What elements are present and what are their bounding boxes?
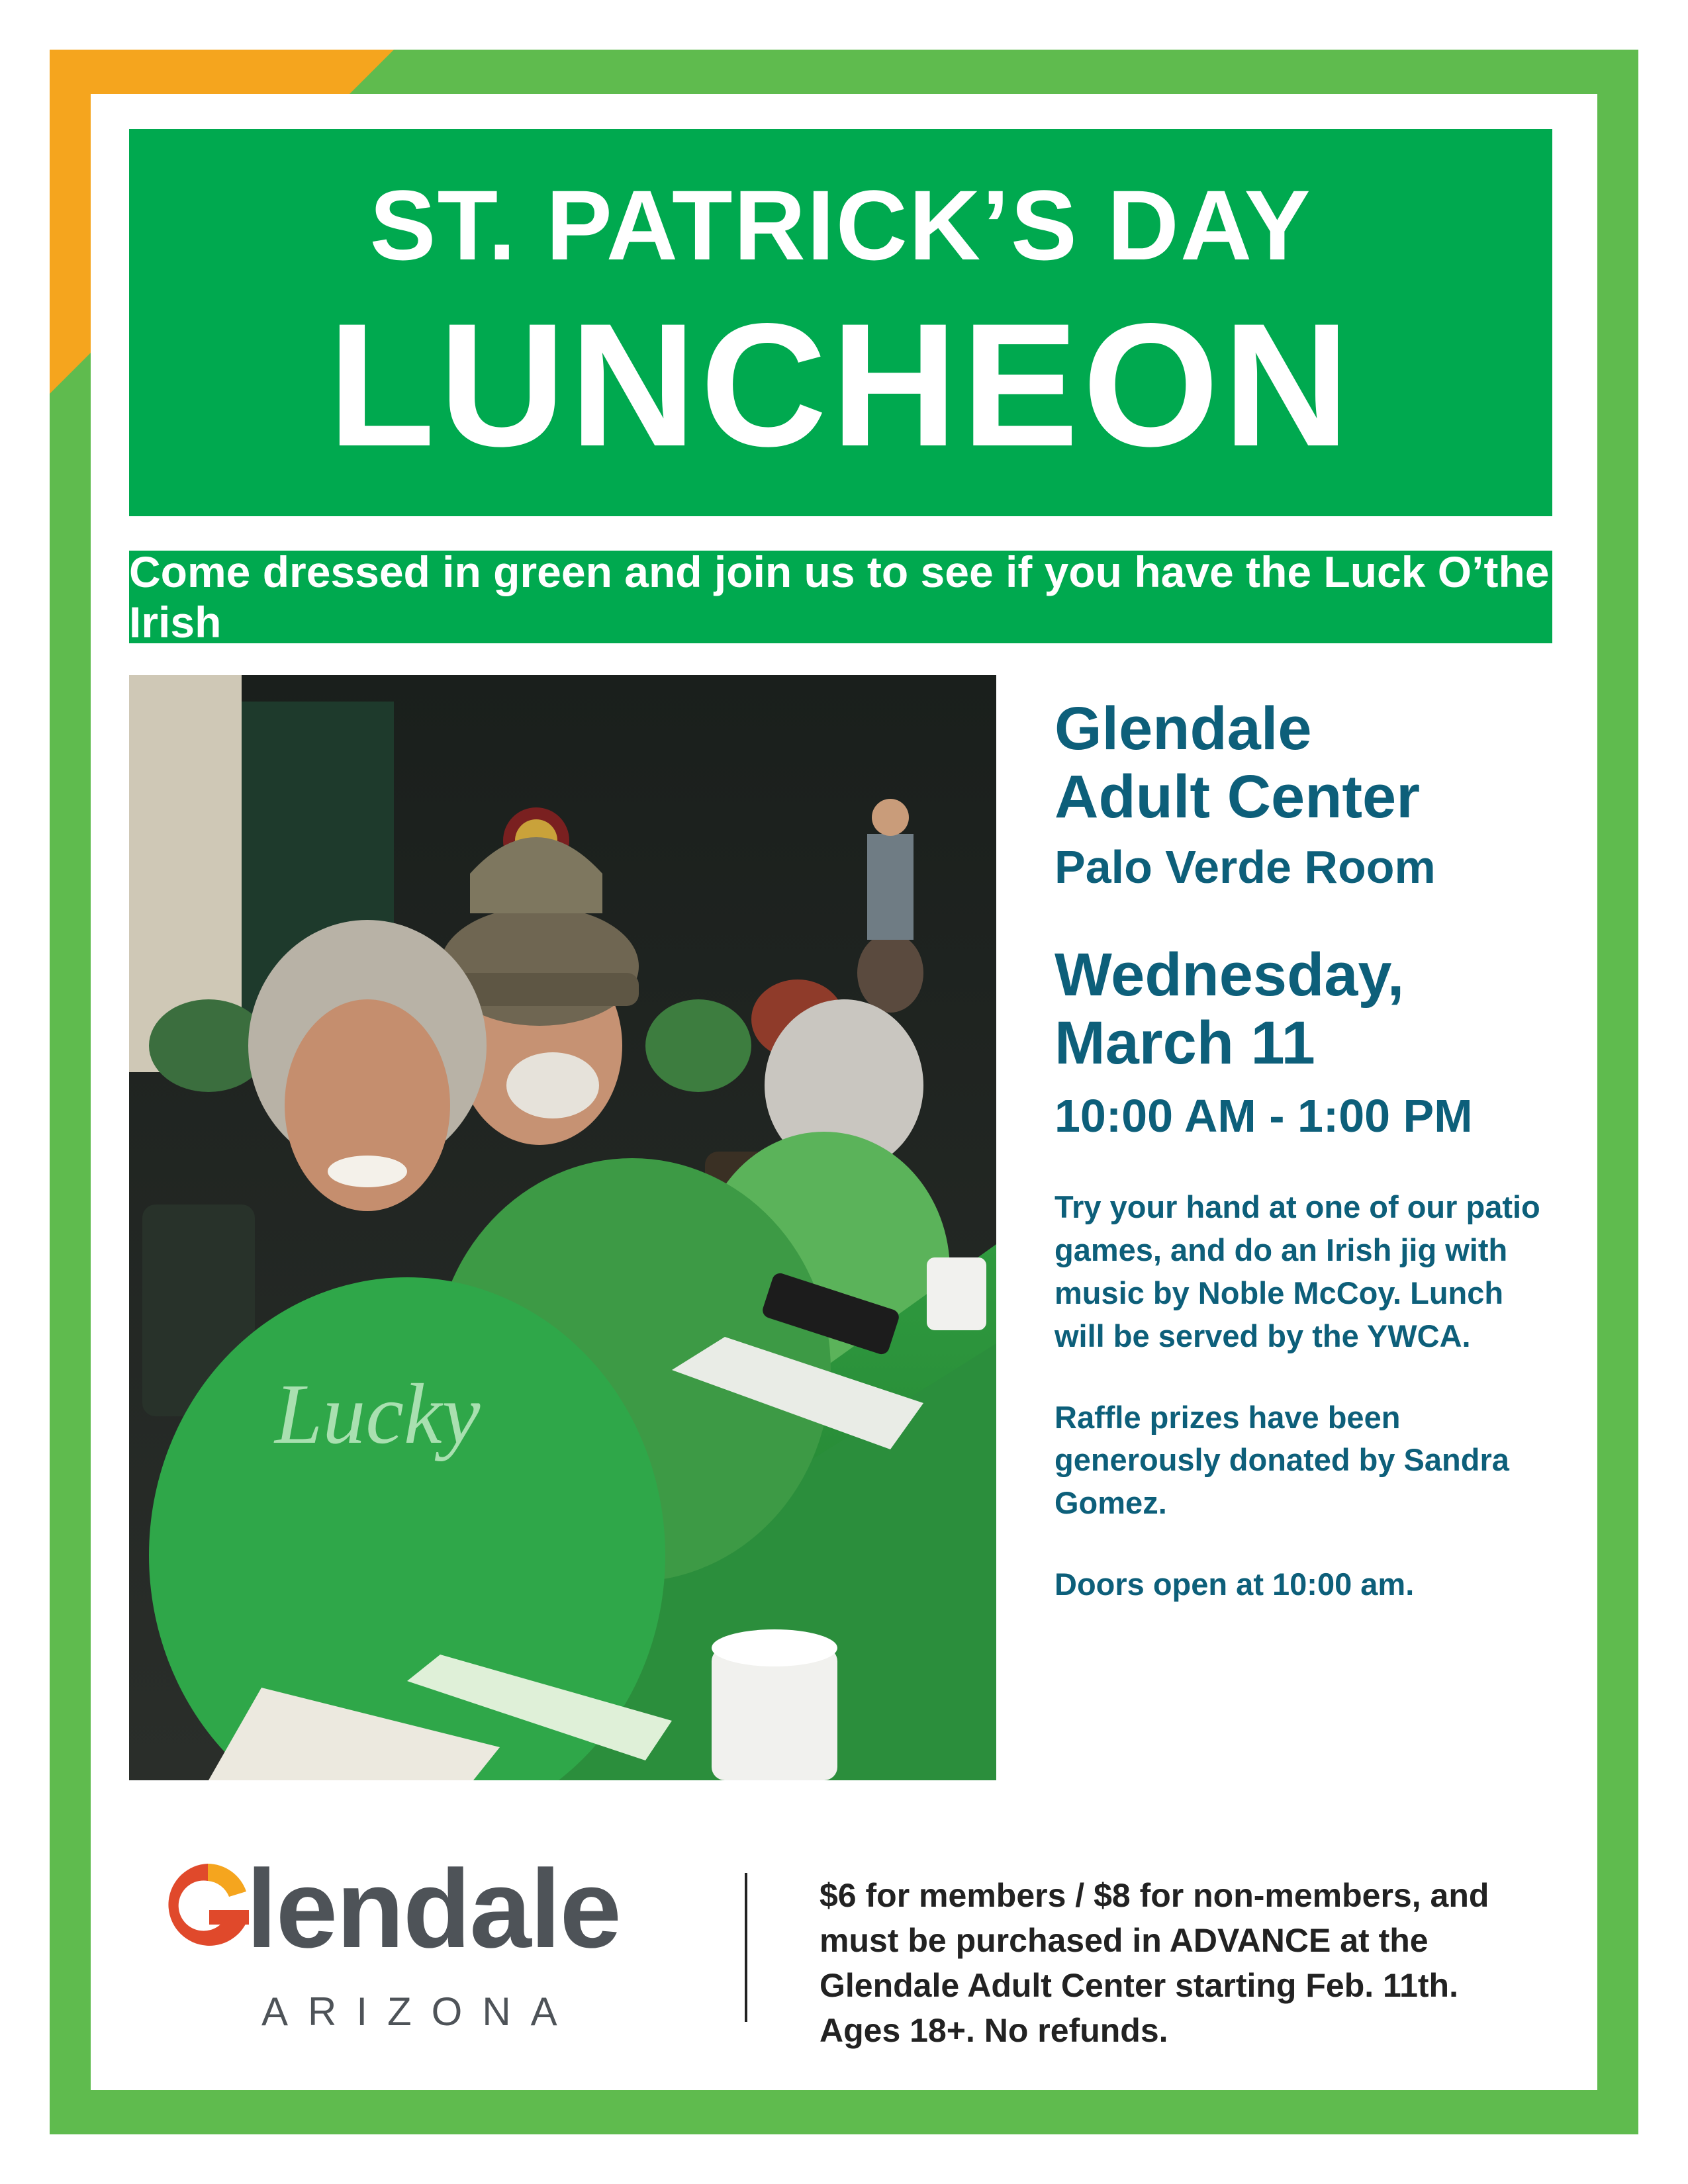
pricing-info: $6 for members / $8 for non-members, and must be purchased in ADVANCE at the Glendale Adult Center starting Feb. 11th. Ages 18+. No refunds. bbox=[820, 1877, 1489, 2049]
description-paragraph: Raffle prizes have been generously donated by Sandra Gomez. bbox=[1055, 1399, 1509, 1521]
description bbox=[1055, 1186, 1558, 1606]
footer-divider bbox=[745, 1873, 747, 2022]
event-date: Wednesday, March 11 bbox=[1055, 941, 1405, 1077]
venue-name: Glendale Adult Center bbox=[1055, 695, 1420, 831]
title-line-1: ST. PATRICK’S DAY bbox=[369, 169, 1312, 281]
logo-subtitle: ARIZONA bbox=[261, 1989, 577, 2034]
description-paragraph: Try your hand at one of our patio games, and do an Irish jig with music by Noble McCoy. Lunch will be served by the YWCA. bbox=[1055, 1189, 1540, 1353]
logo-wordmark-rest: lendale bbox=[246, 1846, 620, 1971]
glendale-logo bbox=[165, 1846, 708, 2034]
description-paragraph: Doors open at 10:00 am. bbox=[1055, 1567, 1415, 1602]
event-time: 10:00 AM - 1:00 PM bbox=[1055, 1090, 1473, 1142]
title-banner bbox=[129, 129, 1552, 516]
shirt-lettering: Lucky bbox=[275, 1367, 481, 1462]
event-details bbox=[1055, 695, 1558, 1645]
venue-room: Palo Verde Room bbox=[1055, 841, 1436, 893]
tagline-banner bbox=[129, 547, 1552, 647]
title-line-2: LUNCHEON bbox=[328, 287, 1354, 483]
tagline-text: Come dressed in green and join us to see if you have the Luck O’the Irish bbox=[129, 547, 1550, 647]
event-photo bbox=[129, 675, 996, 1780]
